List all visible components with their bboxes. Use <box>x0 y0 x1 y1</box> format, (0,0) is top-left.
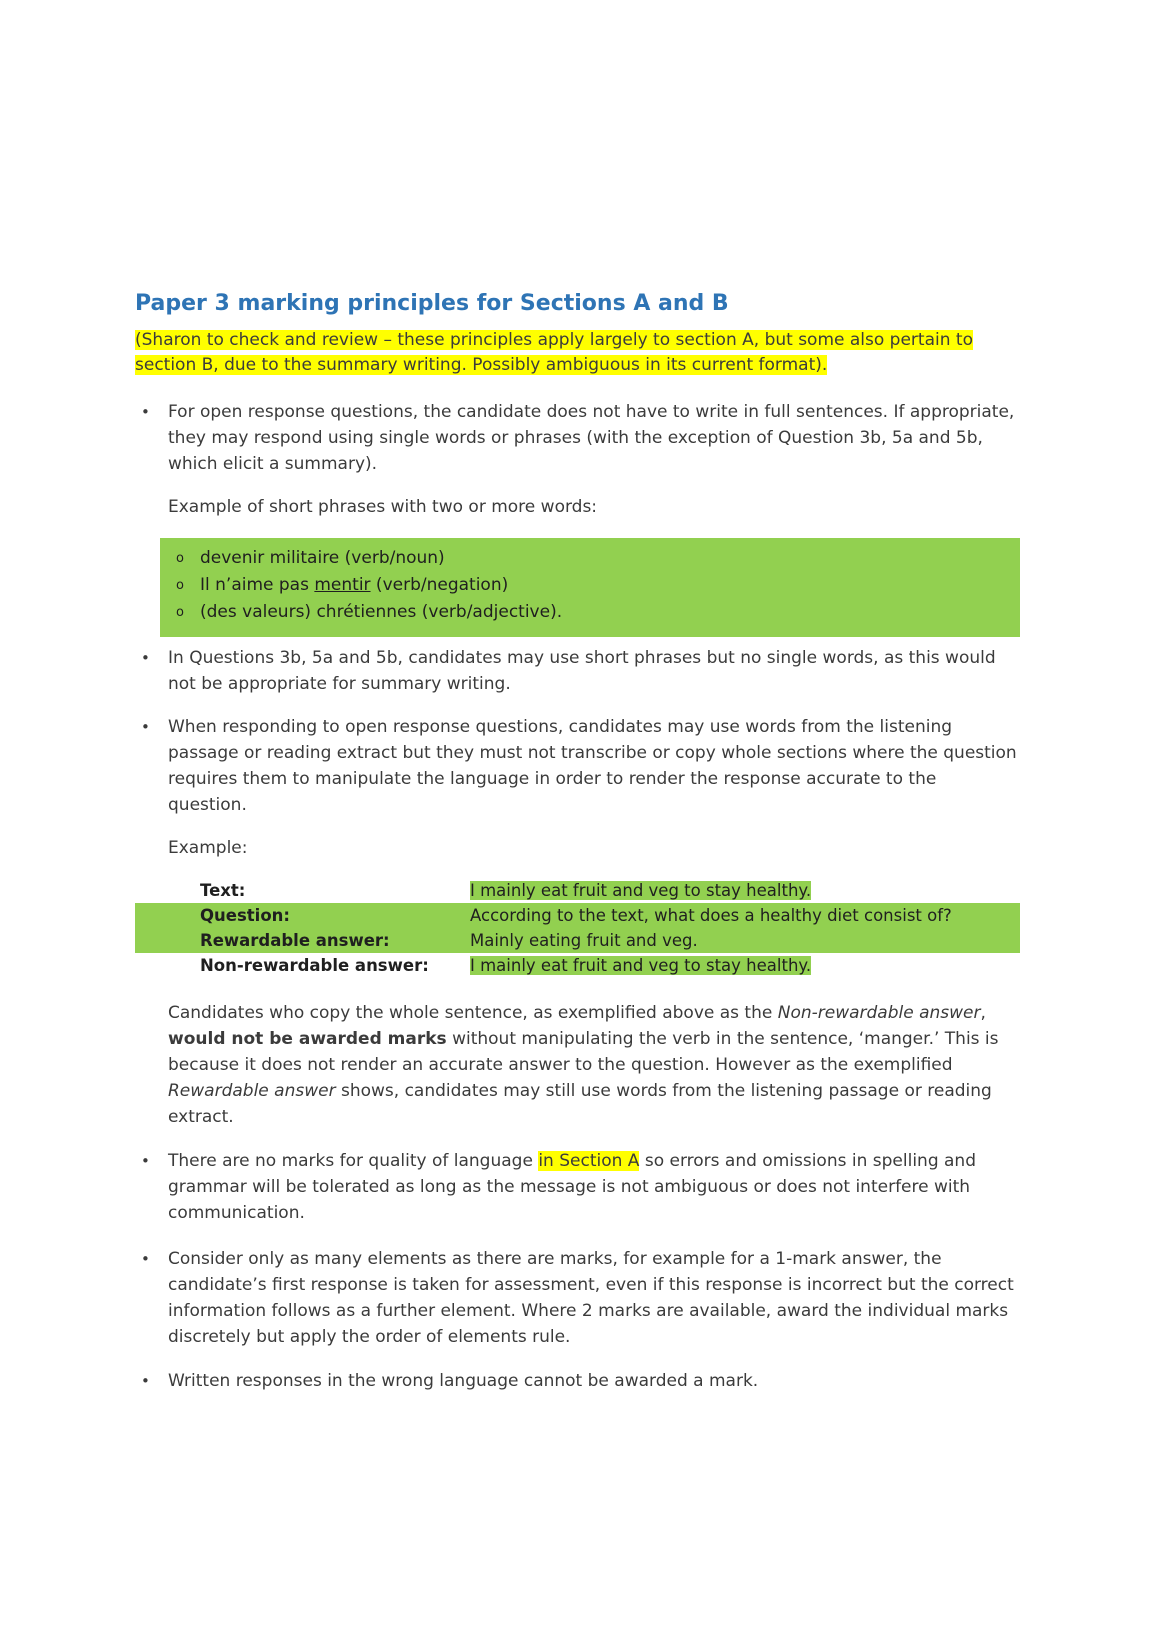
table-row-question <box>135 903 1020 928</box>
bullet-marker-icon: • <box>141 403 150 421</box>
bullet-order-of-elements-text: Consider only as many elements as there are marks, for example for a 1-mark answer, the candidate’s first response is taken for assessment, even if this response is incorrect but the correct information follows as a further element. Where 2 marks are available, award the individual marks discretely but apply the order of elements rule. <box>168 1249 1014 1347</box>
bullet-quality-of-language <box>135 1148 1020 1226</box>
text-segment: without manipulating the verb in the sentence, ‘manger.’ This is because it does not render an accurate answer to the question. However as the exemplified <box>168 1029 999 1075</box>
green-highlight: I mainly eat fruit and veg to stay healthy. <box>470 956 812 975</box>
copy-explanation-paragraph <box>168 1000 1020 1130</box>
bullet-open-response <box>135 399 1020 477</box>
row-value <box>470 953 1020 978</box>
phrase-item <box>160 545 1020 572</box>
bullet-marker-icon: • <box>141 1250 150 1268</box>
green-highlight: I mainly eat fruit and veg to stay healthy. <box>470 881 812 900</box>
row-value <box>470 878 1020 903</box>
bullet-open-response-text: For open response questions, the candidate does not have to write in full sentences. If appropriate, they may respond using single words or phrases (with the exception of Question 3b, 5a and 5b, which elicit a summary). <box>168 402 1015 474</box>
row-label: Text: <box>200 881 246 900</box>
row-label: Question: <box>200 906 291 925</box>
bullet-summary-questions <box>135 645 1020 697</box>
phrase-text <box>200 599 562 626</box>
table-row-non-rewardable <box>135 953 1020 978</box>
bullet-marker-icon: • <box>141 718 150 736</box>
page-title: Paper 3 marking principles for Sections A and B <box>135 291 729 316</box>
table-row-text <box>135 878 1020 903</box>
example-table <box>135 878 1020 978</box>
bullet-marker-icon: • <box>141 1372 150 1390</box>
table-row-rewardable <box>135 928 1020 953</box>
text-segment: so errors and omissions in spelling and grammar will be tolerated as long as the message is not ambiguous or does not interfere with communication. <box>168 1151 976 1223</box>
row-value: Mainly eating fruit and veg. <box>470 931 698 950</box>
row-label: Rewardable answer: <box>200 931 390 950</box>
review-note-highlight: (Sharon to check and review – these principles apply largely to section A, but some also pertain to section B, due to the summary writing. Possibly ambiguous in its current format). <box>135 330 973 375</box>
text-segment: Candidates who copy the whole sentence, as exemplified above as the <box>168 1003 778 1023</box>
bullet-marker-icon: • <box>141 649 150 667</box>
section-a-highlight: in Section A <box>538 1151 640 1171</box>
bullet-marker-icon: • <box>141 1152 150 1170</box>
bullet-wrong-language <box>135 1368 1020 1394</box>
phrase-item <box>160 572 1020 599</box>
phrase-item <box>160 599 1020 626</box>
underlined-segment: mentir <box>314 575 371 595</box>
text-segment: devenir militaire (verb/noun) <box>200 548 445 568</box>
row-label: Non-rewardable answer: <box>200 956 429 975</box>
text-segment: There are no marks for quality of language <box>168 1151 539 1171</box>
italic-segment: Non-rewardable answer <box>777 1003 981 1023</box>
bullet-wrong-language-text: Written responses in the wrong language cannot be awarded a mark. <box>168 1371 759 1391</box>
phrase-examples-block <box>160 538 1020 637</box>
phrase-text <box>200 545 445 572</box>
text-segment: (des valeurs) chrétiennes (verb/adjective). <box>200 602 563 622</box>
sub-bullet-marker-icon: o <box>176 578 184 593</box>
phrase-text <box>200 572 508 599</box>
example-intro: Example of short phrases with two or more words: <box>168 497 598 517</box>
bullet-transcribe <box>135 714 1020 818</box>
bullet-summary-questions-text: In Questions 3b, 5a and 5b, candidates may use short phrases but no single words, as this would not be appropriate for summary writing. <box>168 648 996 694</box>
example-label: Example: <box>168 838 248 858</box>
bold-segment: would not be awarded marks <box>168 1029 447 1049</box>
text-segment: , <box>980 1003 986 1023</box>
review-note <box>135 328 1020 378</box>
italic-segment: Rewardable answer <box>168 1081 336 1101</box>
text-segment: (verb/negation) <box>370 575 509 595</box>
sub-bullet-marker-icon: o <box>176 605 184 620</box>
bullet-quality-text <box>168 1148 1020 1226</box>
bullet-transcribe-text: When responding to open response questions, candidates may use words from the listening passage or reading extract but they must not transcribe or copy whole sections where the question requires them to manipulate the language in order to render the response accurate to the question. <box>168 717 1017 815</box>
bullet-order-of-elements <box>135 1246 1020 1350</box>
row-value: According to the text, what does a healthy diet consist of? <box>470 906 952 925</box>
text-segment: shows, candidates may still use words from the listening passage or reading extract. <box>168 1081 992 1127</box>
text-segment: Il n’aime pas <box>200 575 315 595</box>
sub-bullet-marker-icon: o <box>176 551 184 566</box>
